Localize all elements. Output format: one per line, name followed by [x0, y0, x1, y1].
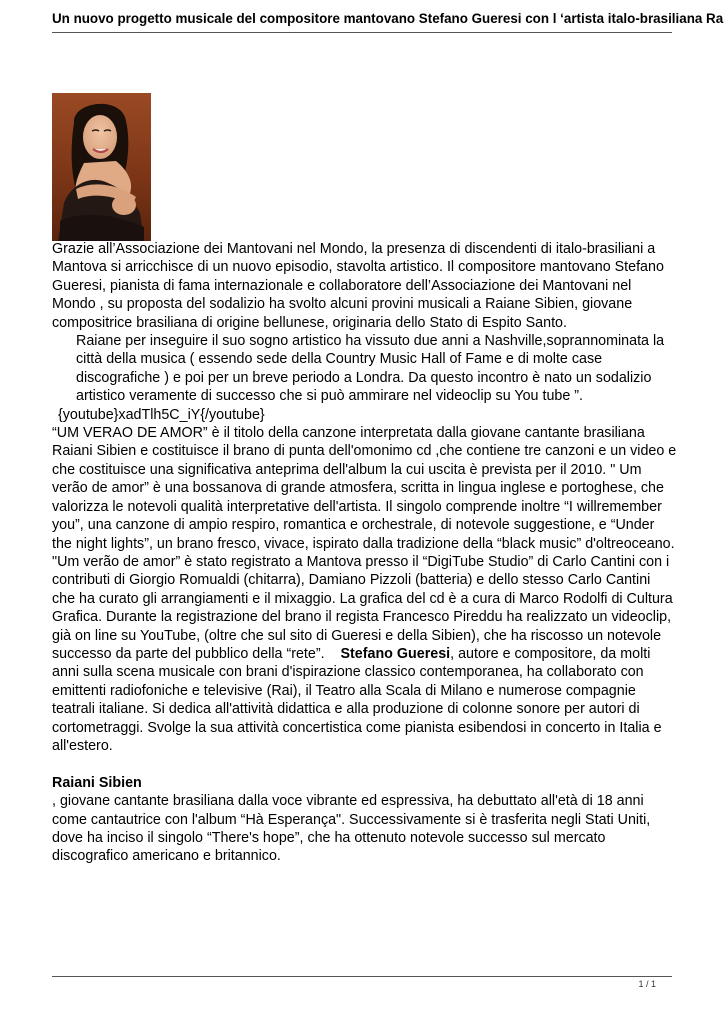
- bio-heading: Raiani Sibien: [52, 774, 142, 791]
- article-body: [52, 240, 677, 866]
- article-paragraph: [52, 424, 677, 755]
- article-paragraph: , giovane cantante brasiliana dalla voce vibrante ed espressiva, ha debuttato all'età di 18 anni come cantautrice con l'album “Hà Esperança". Successivamente si è trasferita negli Stati Uniti, dove ha inciso il singolo “There's hope”, che ha ottenuto notevole successo sul mercato discografico americano e britannico.: [52, 793, 651, 865]
- bold-name: Stefano Gueresi: [340, 645, 451, 662]
- footer-divider: [52, 976, 672, 977]
- youtube-embed-code: {youtube}xadTlh5C_iY{/youtube}: [58, 406, 265, 423]
- article-paragraph: Raiane per inseguire il suo sogno artistico ha vissuto due anni a Nashville,soprannominata la città della musica ( essendo sede della Country Music Hall of Fame e di molte case discografiche ) e poi per un breve periodo a Londra. Da questo incontro è nato un sodalizio artistico veramente di successo che si può ammirare nel videoclip su You tube ”.: [76, 333, 665, 405]
- article-text: “UM VERAO DE AMOR” è il titolo della canzone interpretata dalla giovane cantante brasiliana Raiani Sibien e costituisce il brano di punta dell'omonimo cd ,che contiene tre canzoni e un video e che costituisce una significativa anteprima dell'album la cui uscita è prevista per il 2010. " Um verão de amor” è una bossanova di grande atmosfera, scritta in lingua inglese e portoghese, che valorizza le notevoli qualità interpretative dell'artista. Il singolo comprende inoltre “I willremember you”, una canzone di ampio respiro, romantica e orchestrale, di notevole suggestione, e “Under the night lights”, un brano fresco, vivace, ispirato dalla tradizione della “black music” d'oltreoceano. "Um verão de amor” è stato registrato a Mantova presso il “DigiTube Studio” di Carlo Cantini con i contributi di Giorgio Romualdi (chitarra), Damiano Pizzoli (batteria) e dello stesso Carlo Cantini che ha curato gli arrangiamenti e il mixaggio. La grafica del cd è a cura di Marco Rodolfi di Cultura Grafica. Durante la registrazione del brano il regista Francesco Pireddu ha realizzato un videoclip, già on line su YouTube, (oltre che sul sito di Gueresi e della Sibien), che ha riscosso un notevole successo da parte del pubblico della “rete”.: [52, 425, 677, 662]
- page-title: Un nuovo progetto musicale del compositore mantovano Stefano Gueresi con l ‘artista italo-brasiliana Ra: [52, 11, 724, 26]
- page-number: 1 / 1: [638, 979, 656, 989]
- article-text: , autore e compositore, da molti anni sulla scena musicale con brani d'ispirazione classico contemporanea, ha collaborato con emittenti radiofoniche e televisive (Rai), il Teatro alla Scala di Milano e numerose compagnie teatrali italiane. Si dedica all'attività didattica e alla produzione di colonne sonore per autori di cortometraggi. Svolge la sua attività concertistica come pianista esibendosi in concerto in Italia e all'estero.: [52, 645, 662, 754]
- header-divider: [52, 32, 672, 33]
- portrait-photo: [52, 93, 151, 241]
- article-paragraph: Grazie all’Associazione dei Mantovani nel Mondo, la presenza di discendenti di italo-brasiliani a Mantova si arricchisce di un nuovo episodio, stavolta artistico. Il compositore mantovano Stefano Gueresi, pianista di fama internazionale e collaboratore dell’Associazione dei Mantovani nel Mondo , su proposta del sodalizio ha svolto alcuni provini musicali a Raiane Sibien, giovane compositrice brasiliana di origine bellunese, originaria dello Stato di Espito Santo.: [52, 241, 664, 331]
